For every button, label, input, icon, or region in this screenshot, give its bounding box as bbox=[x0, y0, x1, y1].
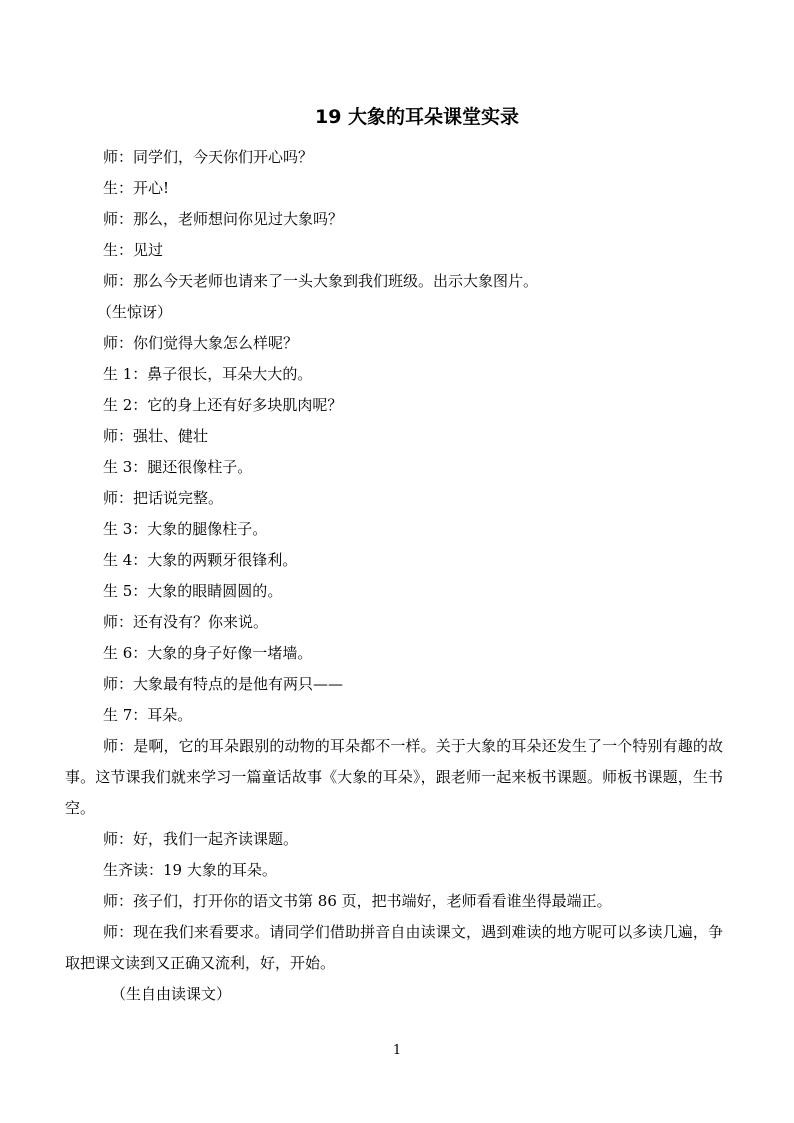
transcript-line: 生 2：它的身上还有好多块肌肉呢？ bbox=[103, 396, 343, 414]
transcript-line: 师：把话说完整。 bbox=[103, 489, 224, 507]
transcript-line: 师：那么今天老师也请来了一头大象到我们班级。出示大象图片。 bbox=[103, 272, 539, 290]
transcript-line: 师：同学们，今天你们开心吗？ bbox=[103, 148, 314, 166]
transcript-line: 生：见过 bbox=[103, 241, 164, 259]
transcript-line: 生 1：鼻子很长，耳朵大大的。 bbox=[103, 365, 313, 383]
transcript-line: 师：好，我们一起齐读课题。 bbox=[103, 830, 299, 848]
page-number: 1 bbox=[392, 1043, 402, 1058]
transcript-line: 生齐读：19 大象的耳朵。 bbox=[103, 861, 277, 879]
transcript-line: 生 6：大象的身子好像一堵墙。 bbox=[103, 644, 313, 662]
transcript-line: 师：那么，老师想问你见过大象吗？ bbox=[103, 210, 344, 228]
transcript-line: 生 3：腿还很像柱子。 bbox=[103, 458, 253, 476]
transcript-line: 生：开心! bbox=[103, 179, 170, 197]
transcript-line: 师：你们觉得大象怎么样呢？ bbox=[103, 334, 299, 352]
transcript-line: 生 7：耳朵。 bbox=[103, 706, 193, 724]
transcript-paragraph: 师：现在我们来看要求。请同学们借助拼音自由读课文，遇到难读的地方呢可以多读几遍，争取把课文读到又正确又流利，好，开始。 bbox=[65, 923, 723, 972]
page-title: 19 大象的耳朵课堂实录 bbox=[314, 106, 520, 128]
transcript-line: 生 3：大象的腿像柱子。 bbox=[103, 520, 268, 538]
transcript-line: 师：大象最有特点的是他有两只—— bbox=[103, 675, 344, 693]
transcript-line: 生 5：大象的眼睛圆圆的。 bbox=[103, 582, 283, 600]
transcript-line: 生 4：大象的两颗牙很锋利。 bbox=[103, 551, 298, 569]
transcript-line: 师：强壮、健壮 bbox=[103, 427, 209, 445]
transcript-line: 师：孩子们，打开你的语文书第 86 页，把书端好，老师看看谁坐得最端正。 bbox=[103, 892, 612, 910]
transcript-line: 师：还有没有？你来说。 bbox=[103, 613, 269, 631]
stage-direction: （生自由读课文） bbox=[111, 985, 232, 1003]
stage-direction: （生惊讶） bbox=[97, 303, 173, 321]
transcript-body bbox=[65, 142, 723, 1010]
transcript-paragraph: 师：是啊，它的耳朵跟别的动物的耳朵都不一样。关于大象的耳朵还发生了一个特别有趣的故事。这节课我们就来学习一篇童话故事《大象的耳朵》，跟老师一起来板书课题。师板书课题，生书空。 bbox=[65, 737, 723, 817]
